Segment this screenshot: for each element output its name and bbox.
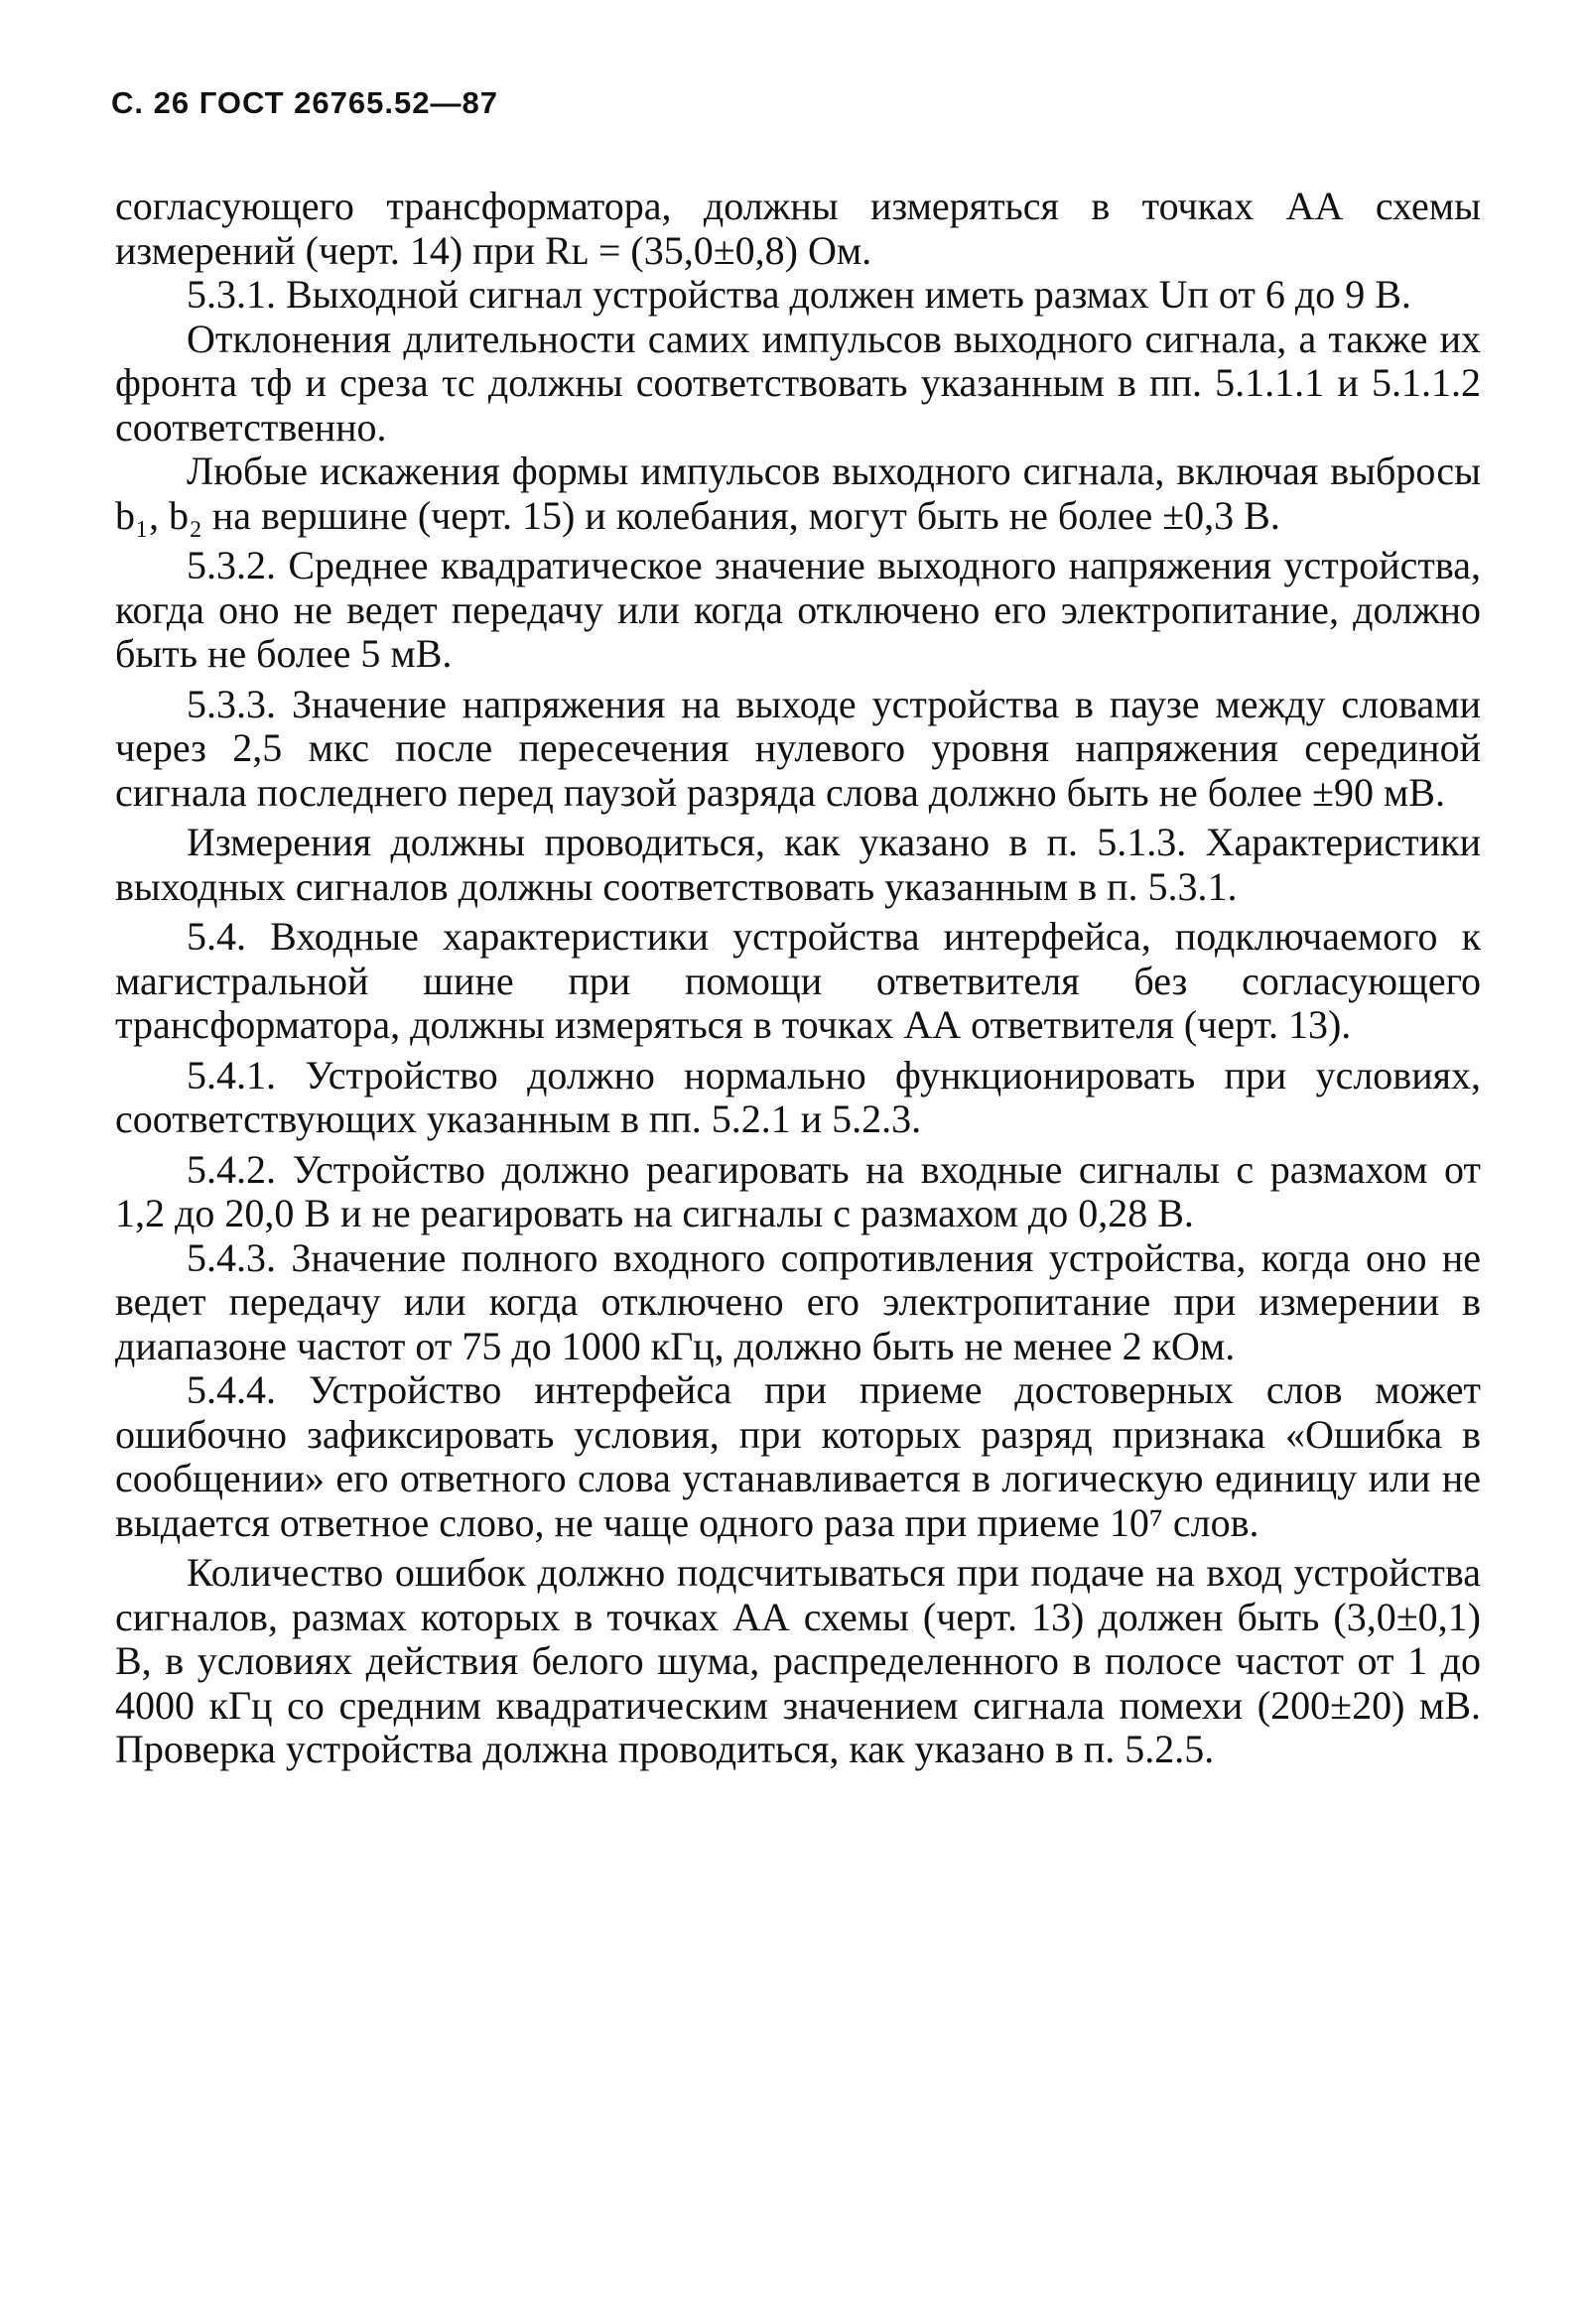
paragraph-5-3-3: 5.3.3. Значение напряжения на выходе устройства в паузе между словами через 2,5 мкс после пересечения нулевого уровня напряжения серединой сигнала последнего перед паузой разряда слова должно быть не более ±90 мВ. [115,681,1481,815]
paragraph-continuation: согласующего трансформатора, должны измеряться в точках АА схемы измерений (черт. 14) при Rʟ = (35,0±0,8) Ом. [115,184,1481,273]
paragraph-5-3-2: 5.3.2. Среднее квадратическое значение выходного напряжения устройства, когда оно не ведет передачу или когда отключено его электропитание, должно быть не более 5 мВ. [115,543,1481,676]
body-text [115,185,1481,1772]
paragraph-5-4-4: 5.4.4. Устройство интерфейса при приеме достоверных слов может ошибочно зафиксировать условия, при которых разряд признака «Ошибка в сообщении» его ответного слова устанавливается в логическую единицу или не выдается ответное слово, не чаще одного раза при приеме 10⁷ слов. [115,1367,1481,1545]
paragraph-error-count: Количество ошибок должно подсчитываться при подаче на вход устройства сигналов, размах которых в точках АА схемы (черт. 13) должен быть (3,0±0,1) В, в условиях действия белого шума, распределенного в полосе частот от 1 до 4000 кГц со средним квадратическим значением сигнала помехи (200±20) мВ. Проверка устройства должна проводиться, как указано в п. 5.2.5. [115,1550,1481,1771]
paragraph-5-3-1: 5.3.1. Выходной сигнал устройства должен иметь размах Uп от 6 до 9 В. [187,272,1411,317]
paragraph-5-4-2: 5.4.2. Устройство должно реагировать на входные сигналы с размахом от 1,2 до 20,0 В и не реагировать на сигналы с размахом до 0,28 В. [115,1146,1481,1235]
paragraph-measurements: Измерения должны проводиться, как указано в п. 5.1.3. Характеристики выходных сигналов должны соответствовать указанным в п. 5.3.1. [115,820,1481,909]
paragraph-pulse-duration: Отклонения длительности самих импульсов выходного сигнала, а также их фронта τф и среза τс должны соответствовать указанным в пп. 5.1.1.1 и 5.1.1.2 соответственно. [115,316,1481,450]
running-head: С. 26 ГОСТ 26765.52—87 [111,85,498,120]
paragraph-5-4-1: 5.4.1. Устройство должно нормально функционировать при условиях, соответствующих указанным в пп. 5.2.1 и 5.2.3. [115,1052,1481,1141]
paragraph-5-4-3: 5.4.3. Значение полного входного сопротивления устройства, когда оно не ведет передачу или когда отключено его электропитание при измерении в диапазоне частот от 75 до 1000 кГц, должно быть не менее 2 кОм. [115,1234,1481,1368]
paragraph-5-4: 5.4. Входные характеристики устройства интерфейса, подключаемого к магистральной шине при помощи ответвителя без согласующего трансформатора, должны измеряться в точках АА ответвителя (черт. 13). [115,914,1481,1047]
paragraph-distortions: Любые искажения формы импульсов выходного сигнала, включая выбросы b₁, b₂ на вершине (черт. 15) и колебания, могут быть не более ±0,3 В. [115,449,1481,538]
